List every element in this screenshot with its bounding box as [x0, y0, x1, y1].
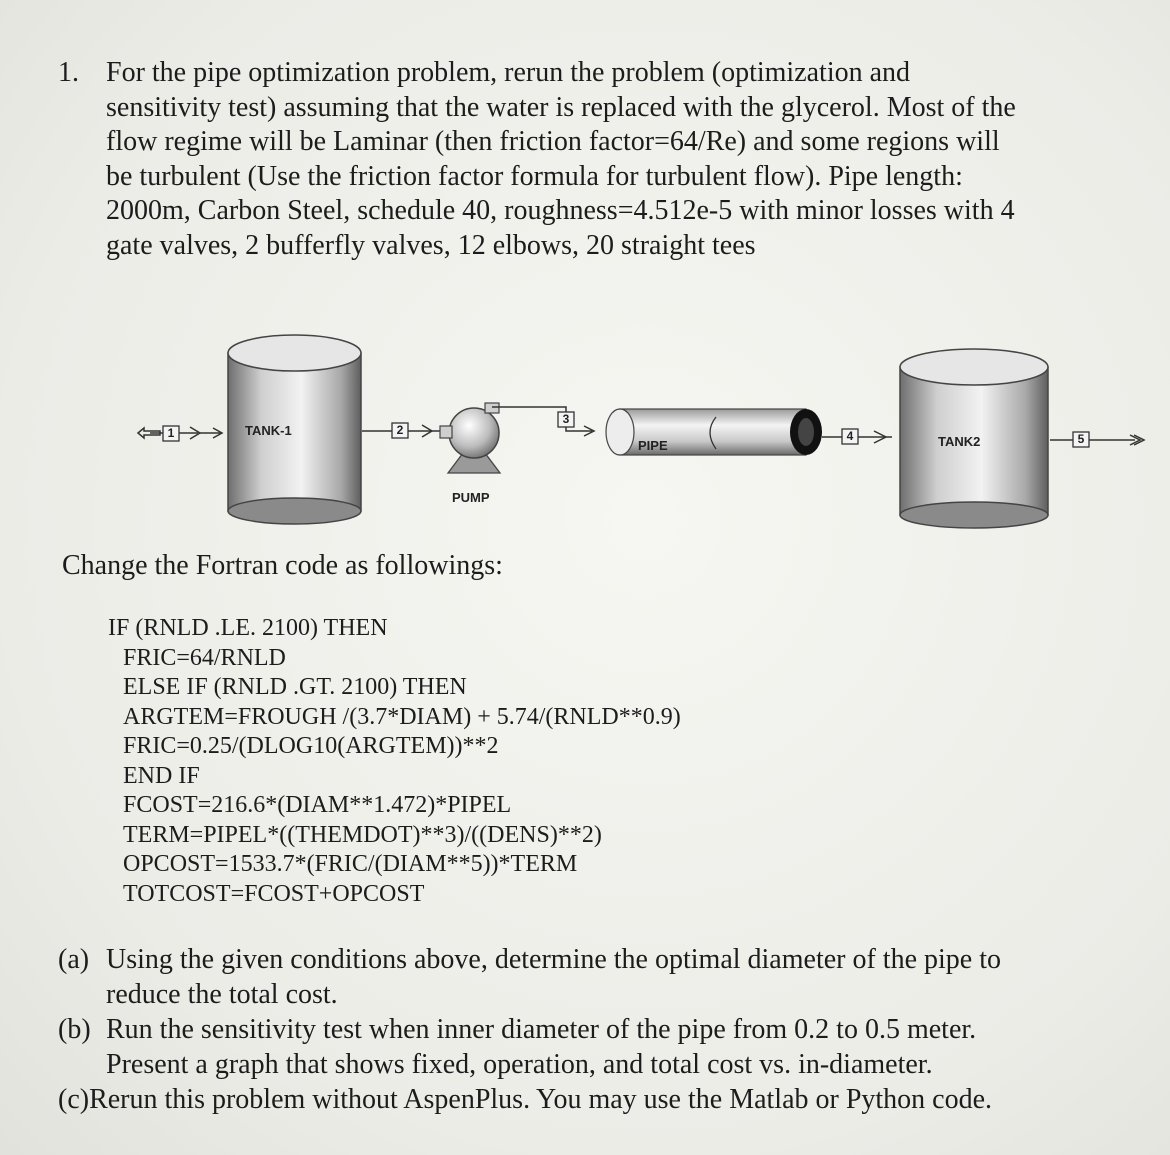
problem-number: 1.: [58, 57, 79, 88]
question-b-line: Run the sensitivity test when inner diameter of the pipe from 0.2 to 0.5 meter.: [106, 1014, 977, 1045]
pipe-label: PIPE: [638, 438, 668, 453]
question-c-text: Rerun this problem without AspenPlus. You may use the Matlab or Python code.: [89, 1084, 993, 1115]
question-list: [58, 942, 1148, 1117]
question-a-line: reduce the total cost.: [106, 979, 338, 1010]
code-line: OPCOST=1533.7*(FRIC/(DIAM**5))*TERM: [123, 851, 578, 877]
code-line: FCOST=216.6*(DIAM**1.472)*PIPEL: [123, 792, 512, 818]
process-flow-diagram: [130, 325, 1160, 540]
problem-line: 2000m, Carbon Steel, schedule 40, roughness=4.512e-5 with minor losses with 4: [106, 195, 1015, 226]
code-line: FRIC=0.25/(DLOG10(ARGTEM))**2: [123, 733, 499, 759]
problem-line: For the pipe optimization problem, rerun the problem (optimization and: [106, 57, 911, 88]
tank-2-label: TANK2: [938, 434, 981, 449]
fortran-code-block: [108, 614, 908, 909]
code-line: IF (RNLD .LE. 2100) THEN: [108, 615, 388, 641]
code-line: TOTCOST=FCOST+OPCOST: [123, 880, 425, 907]
stream-2-number: 2: [396, 423, 404, 437]
question-a-line: Using the given conditions above, determine the optimal diameter of the pipe to: [106, 944, 1001, 975]
question-c-label: (c): [58, 1084, 90, 1115]
question-b-label: (b): [58, 1014, 91, 1045]
stream-4-number: 4: [846, 429, 854, 443]
pump-label: PUMP: [452, 490, 490, 505]
pump: [440, 403, 500, 473]
code-line: END IF: [123, 762, 200, 789]
code-line: ARGTEM=FROUGH /(3.7*DIAM) + 5.74/(RNLD**0.9): [123, 703, 681, 730]
stream-5-number: 5: [1077, 432, 1085, 446]
problem-line: sensitivity test) assuming that the water is replaced with the glycerol. Most of the: [106, 91, 1016, 123]
stream-1-number: 1: [167, 426, 175, 440]
stream-1: [138, 426, 222, 441]
problem-line: flow regime will be Laminar (then friction factor=64/Re) and some regions will: [106, 126, 1000, 157]
problem-line: be turbulent (Use the friction factor formula for turbulent flow). Pipe length:: [106, 160, 963, 192]
tank-1-label: TANK-1: [245, 423, 292, 438]
problem-line: gate valves, 2 bufferfly valves, 12 elbows, 20 straight tees: [106, 229, 756, 261]
code-line: ELSE IF (RNLD .GT. 2100) THEN: [123, 674, 467, 700]
change-heading: Change the Fortran code as followings:: [62, 550, 503, 581]
stream-3: [492, 407, 594, 436]
question-c: [58, 1082, 1148, 1117]
question-b: [58, 1012, 1148, 1082]
code-line: TERM=PIPEL*((THEMDOT)**3)/((DENS)**2): [123, 821, 602, 848]
stream-5: [1050, 432, 1144, 447]
question-a: [58, 942, 1148, 1012]
problem-text: [106, 56, 1131, 263]
code-line: FRIC=64/RNLD: [123, 644, 286, 671]
question-b-line: Present a graph that shows fixed, operation, and total cost vs. in-diameter.: [106, 1049, 933, 1080]
question-a-label: (a): [58, 944, 90, 975]
stream-3-number: 3: [562, 412, 570, 426]
